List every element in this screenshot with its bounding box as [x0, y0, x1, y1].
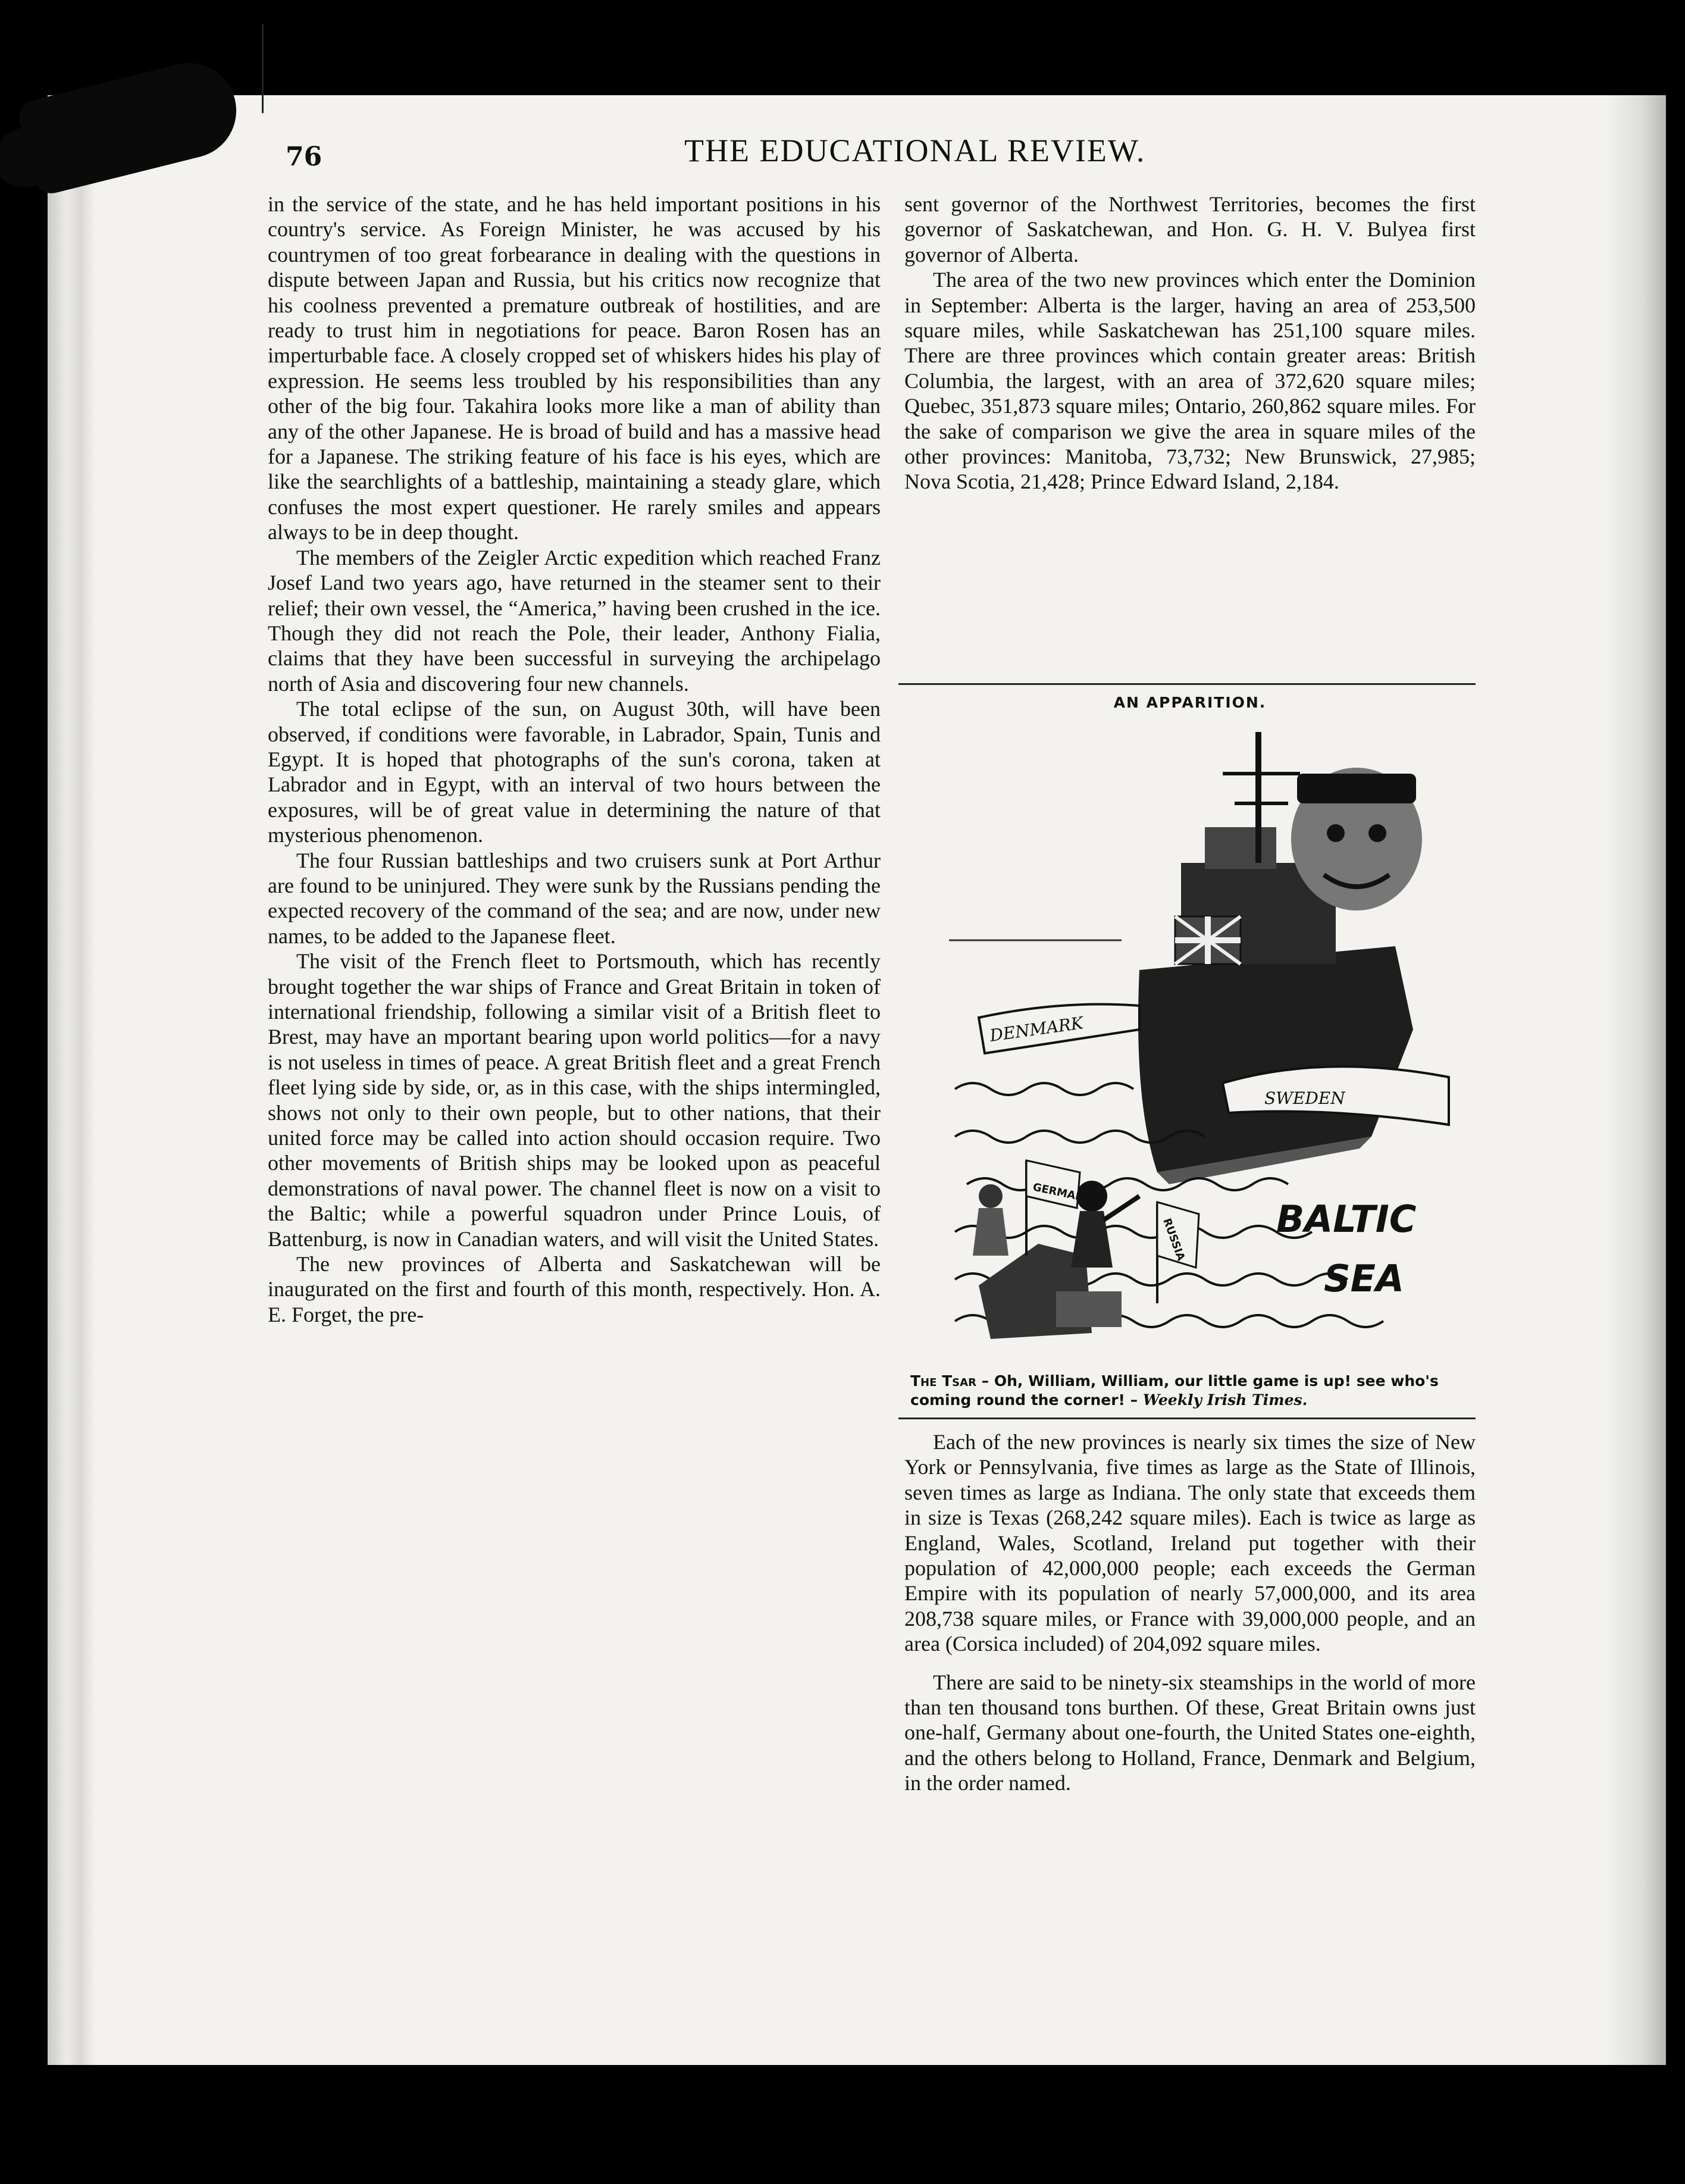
baltic-label: BALTIC [1276, 1197, 1417, 1241]
sweden-label: SWEDEN [1264, 1088, 1345, 1108]
caption-speaker: The Tsar [910, 1372, 976, 1390]
section-rule [898, 683, 1476, 685]
cartoon-caption [910, 1372, 1476, 1410]
paragraph: sent governor of the Northwest Territories, becomes the first governor of Saskatchewan, and Hon. G. H. V. Bulyea first governor of Alberta. [904, 192, 1476, 267]
cartoon-illustration [943, 720, 1455, 1345]
paragraph: The new provinces of Alberta and Saskatchewan will be inaugurated on the first and fourth of this month, respectively. Hon. A. E. Forget, the pre- [268, 1252, 881, 1326]
left-column [268, 192, 881, 1327]
scan-border [0, 2065, 1685, 2184]
caption-rule [898, 1418, 1476, 1419]
paragraph: The visit of the French fleet to Portsmouth, which has recently brought together the war ships of France and Great Britain in token of international friendship, following a similar visit of a British fleet to Brest, may have an mportant bearing upon world politics—for a navy is not useless in times of peace. A great British fleet and a great French fleet lying side by side, or, as in this case, with the ships intermingled, shows not only to their own people, but to other nations, that their united force may be called into action should occasion require. Two other movements of British ships may be looked upon as peaceful demonstrations of naval power. The channel fleet is now on a visit to the Baltic; while a powerful squadron under Prince Louis, of Battenburg, is now in Canadian waters, and will visit the United States. [268, 949, 881, 1251]
page-gutter-shadow [48, 95, 95, 2107]
caption-text: – Oh, William, William, our little game is up! see who's coming round the corner! – [910, 1372, 1439, 1409]
paragraph: Each of the new provinces is nearly six times the size of New York or Pennsylvania, five times as large as the State of Illinois, seven times as large as Indiana. The only state that exceeds them in size is Texas (268,242 square miles). Each is twice as large as England, Wales, Scotland, Ireland put together with their population of 42,000,000 people; each exceeds the German Empire with its population of nearly 57,000,000, and its area 208,738 square miles, or France with 39,000,000 people, and an area (Corsica included) of 204,092 square miles. [904, 1430, 1476, 1656]
running-head: THE EDUCATIONAL REVIEW. [684, 133, 1146, 168]
paragraph: The total eclipse of the sun, on August 30th, will have been observed, if conditions were favorable, in Labrador, Spain, Tunis and Egypt. It is hoped that photographs of the sun's corona, taken at Labrador and in Egypt, with an interval of two hours between the exposures, will be of great value in determining the nature of that mysterious phenomenon. [268, 697, 881, 847]
margin-mark [262, 24, 264, 113]
paragraph: in the service of the state, and he has held important positions in his country's service. As Foreign Minister, he was accused by his countrymen of too great forbearance in dealing with the questions in dispute between Japan and Russia, but his critics now recognize that his coolness prevented a premature outbreak of hostilities, and are ready to trust him in negotiations for peace. Baron Rosen has an imperturbable face. A closely cropped set of whiskers hides his play of expression. He seems less troubled by his responsibilities than any other of the big four. Takahira looks more like a man of ability than any of the other Japanese. He is broad of build and has a massive head for a Japanese. The striking feature of his face is his eyes, which are like the searchlights of a battleship, maintaining a steady glare, which confuses the most expert questioner. He rarely smiles and appears always to be in deep thought. [268, 192, 881, 545]
paragraph: The area of the two new provinces which enter the Dominion in September: Alberta is the larger, having an area of 253,500 square miles, while Saskatchewan has 251,100 square miles. There are three provinces which contain greater areas: British Columbia, the largest, with an area of 372,620 square miles; Quebec, 351,873 square miles; Ontario, 260,862 square miles. For the sake of comparison we give the area in square miles of the other provinces: Manitoba, 73,732; New Brunswick, 27,985; Nova Scotia, 21,428; Prince Edward Island, 2,184. [904, 268, 1476, 494]
russia-flag-label: RUSSIA [1160, 1216, 1188, 1263]
cartoon-title: AN APPARITION. [1113, 694, 1267, 711]
german-flag-label: GERMAN [1031, 1181, 1086, 1204]
paragraph: The four Russian battleships and two cruisers sunk at Port Arthur are found to be uninjured. They were sunk by the Russians pending the expected recovery of the command of the sea; and are now, under new names, to be added to the Japanese fleet. [268, 848, 881, 948]
right-column-top [904, 192, 1476, 495]
paragraph: The members of the Zeigler Arctic expedition which reached Franz Josef Land two years ago, have returned in the steamer sent to their relief; their own vessel, the “America,” having been crushed in the ice. Though they did not reach the Pole, their leader, Anthony Fialia, claims that they have been successful in surveying the archipelago north of Asia and discovering four new channels. [268, 545, 881, 696]
sea-label: SEA [1324, 1257, 1404, 1300]
right-column-bottom [904, 1429, 1476, 1796]
caption-source: Weekly Irish Times. [1142, 1391, 1308, 1409]
page-edge-shadow [1606, 95, 1666, 2107]
page-number: 76 [286, 142, 322, 172]
paragraph: There are said to be ninety-six steamships in the world of more than ten thousand tons burthen. Of these, Great Britain owns just one-half, Germany about one-fourth, the United States one-eighth, and the others belong to Holland, France, Denmark and Belgium, in the order named. [904, 1670, 1476, 1795]
denmark-label: DENMARK [988, 1013, 1085, 1046]
